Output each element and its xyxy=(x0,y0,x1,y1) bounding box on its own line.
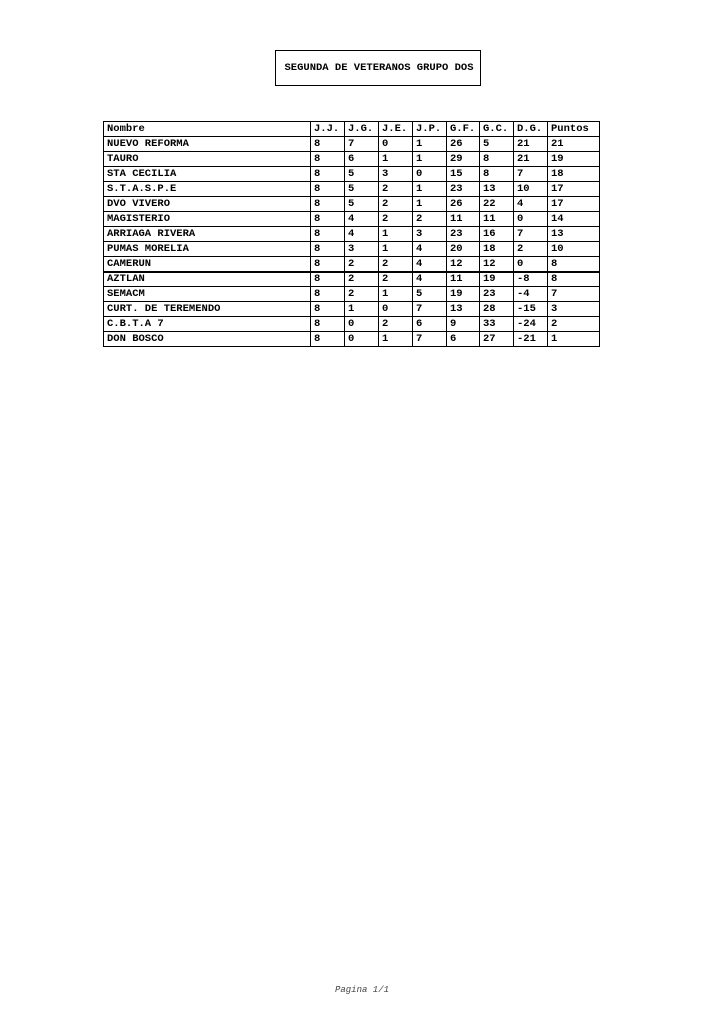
stat-cell: 13 xyxy=(480,182,514,197)
stat-cell: 1 xyxy=(413,137,447,152)
stat-cell: 17 xyxy=(548,197,600,212)
column-header: G.C. xyxy=(480,122,514,137)
stat-cell: 8 xyxy=(311,182,345,197)
table-row xyxy=(104,197,600,212)
stat-cell: 11 xyxy=(480,212,514,227)
stat-cell: 18 xyxy=(480,242,514,257)
stat-cell: 4 xyxy=(413,242,447,257)
stat-cell: 2 xyxy=(514,242,548,257)
stat-cell: -21 xyxy=(514,332,548,347)
stat-cell: 7 xyxy=(548,287,600,302)
stat-cell: 21 xyxy=(548,137,600,152)
stat-cell: 8 xyxy=(548,272,600,287)
table-row xyxy=(104,257,600,272)
stat-cell: 8 xyxy=(480,167,514,182)
stat-cell: 8 xyxy=(311,257,345,272)
stat-cell: 3 xyxy=(413,227,447,242)
stat-cell: 23 xyxy=(480,287,514,302)
stat-cell: 2 xyxy=(345,287,379,302)
stat-cell: 14 xyxy=(548,212,600,227)
stat-cell: 10 xyxy=(514,182,548,197)
stat-cell: 5 xyxy=(345,197,379,212)
team-name-cell: DON BOSCO xyxy=(104,332,311,347)
table-body xyxy=(104,137,600,347)
stat-cell: 21 xyxy=(514,137,548,152)
stat-cell: 26 xyxy=(447,197,480,212)
stat-cell: 1 xyxy=(379,227,413,242)
stat-cell: 19 xyxy=(548,152,600,167)
stat-cell: 1 xyxy=(413,197,447,212)
column-header: Puntos xyxy=(548,122,600,137)
stat-cell: 2 xyxy=(379,212,413,227)
page-title: SEGUNDA DE VETERANOS GRUPO DOS xyxy=(284,62,474,74)
stat-cell: 1 xyxy=(379,287,413,302)
team-name-cell: MAGISTERIO xyxy=(104,212,311,227)
stat-cell: 4 xyxy=(345,227,379,242)
stat-cell: 2 xyxy=(379,317,413,332)
table-row xyxy=(104,212,600,227)
stat-cell: 7 xyxy=(413,302,447,317)
stat-cell: -24 xyxy=(514,317,548,332)
column-header: D.G. xyxy=(514,122,548,137)
stat-cell: 2 xyxy=(548,317,600,332)
stat-cell: 2 xyxy=(345,257,379,272)
column-header: Nombre xyxy=(104,122,311,137)
page-footer: Pagina 1/1 xyxy=(334,985,389,995)
stat-cell: 8 xyxy=(311,242,345,257)
team-name-cell: SEMACM xyxy=(104,287,311,302)
stat-cell: 3 xyxy=(345,242,379,257)
table-row xyxy=(104,152,600,167)
stat-cell: 2 xyxy=(379,257,413,272)
stat-cell: 22 xyxy=(480,197,514,212)
team-name-cell: DVO VIVERO xyxy=(104,197,311,212)
stat-cell: 1 xyxy=(379,152,413,167)
stat-cell: 8 xyxy=(311,227,345,242)
stat-cell: 6 xyxy=(447,332,480,347)
stat-cell: 2 xyxy=(379,182,413,197)
stat-cell: 0 xyxy=(379,302,413,317)
stat-cell: 6 xyxy=(345,152,379,167)
stat-cell: 19 xyxy=(447,287,480,302)
team-name-cell: C.B.T.A 7 xyxy=(104,317,311,332)
table-row xyxy=(104,272,600,287)
standings-table xyxy=(103,121,600,347)
stat-cell: 0 xyxy=(514,212,548,227)
stat-cell: 4 xyxy=(413,272,447,287)
stat-cell: 7 xyxy=(413,332,447,347)
column-header: J.G. xyxy=(345,122,379,137)
stat-cell: 8 xyxy=(311,137,345,152)
stat-cell: 11 xyxy=(447,212,480,227)
stat-cell: 8 xyxy=(311,317,345,332)
stat-cell: 7 xyxy=(345,137,379,152)
stat-cell: -4 xyxy=(514,287,548,302)
stat-cell: 17 xyxy=(548,182,600,197)
stat-cell: 12 xyxy=(480,257,514,272)
stat-cell: 1 xyxy=(379,242,413,257)
stat-cell: 4 xyxy=(345,212,379,227)
stat-cell: 28 xyxy=(480,302,514,317)
stat-cell: 8 xyxy=(311,302,345,317)
stat-cell: 8 xyxy=(311,212,345,227)
column-header: J.P. xyxy=(413,122,447,137)
column-header: J.E. xyxy=(379,122,413,137)
team-name-cell: CURT. DE TEREMENDO xyxy=(104,302,311,317)
table-row xyxy=(104,287,600,302)
table-header-row xyxy=(104,122,600,137)
stat-cell: 0 xyxy=(379,137,413,152)
stat-cell: 8 xyxy=(311,167,345,182)
stat-cell: 3 xyxy=(379,167,413,182)
table-row xyxy=(104,317,600,332)
stat-cell: 19 xyxy=(480,272,514,287)
table-row xyxy=(104,137,600,152)
stat-cell: 9 xyxy=(447,317,480,332)
stat-cell: 5 xyxy=(345,167,379,182)
stat-cell: 26 xyxy=(447,137,480,152)
stat-cell: 21 xyxy=(514,152,548,167)
column-header: G.F. xyxy=(447,122,480,137)
team-name-cell: TAURO xyxy=(104,152,311,167)
stat-cell: 2 xyxy=(413,212,447,227)
stat-cell: 20 xyxy=(447,242,480,257)
stat-cell: 8 xyxy=(548,257,600,272)
stat-cell: 13 xyxy=(447,302,480,317)
stat-cell: -15 xyxy=(514,302,548,317)
stat-cell: 4 xyxy=(514,197,548,212)
table-row xyxy=(104,167,600,182)
stat-cell: 13 xyxy=(548,227,600,242)
stat-cell: 11 xyxy=(447,272,480,287)
stat-cell: 1 xyxy=(413,182,447,197)
stat-cell: 2 xyxy=(379,197,413,212)
stat-cell: 6 xyxy=(413,317,447,332)
stat-cell: 0 xyxy=(345,332,379,347)
stat-cell: 18 xyxy=(548,167,600,182)
table-row xyxy=(104,302,600,317)
table-row xyxy=(104,227,600,242)
stat-cell: 5 xyxy=(413,287,447,302)
stat-cell: 5 xyxy=(345,182,379,197)
stat-cell: 5 xyxy=(480,137,514,152)
stat-cell: 33 xyxy=(480,317,514,332)
stat-cell: 3 xyxy=(548,302,600,317)
stat-cell: 8 xyxy=(311,197,345,212)
team-name-cell: CAMERUN xyxy=(104,257,311,272)
stat-cell: 0 xyxy=(413,167,447,182)
team-name-cell: PUMAS MORELIA xyxy=(104,242,311,257)
stat-cell: 27 xyxy=(480,332,514,347)
column-header: J.J. xyxy=(311,122,345,137)
team-name-cell: STA CECILIA xyxy=(104,167,311,182)
team-name-cell: AZTLAN xyxy=(104,272,311,287)
table-row xyxy=(104,242,600,257)
stat-cell: 1 xyxy=(379,332,413,347)
team-name-cell: S.T.A.S.P.E xyxy=(104,182,311,197)
stat-cell: 8 xyxy=(311,332,345,347)
stat-cell: 8 xyxy=(311,272,345,287)
stat-cell: -8 xyxy=(514,272,548,287)
stat-cell: 0 xyxy=(514,257,548,272)
table-row xyxy=(104,332,600,347)
stat-cell: 8 xyxy=(480,152,514,167)
stat-cell: 16 xyxy=(480,227,514,242)
stat-cell: 2 xyxy=(345,272,379,287)
stat-cell: 8 xyxy=(311,152,345,167)
stat-cell: 1 xyxy=(345,302,379,317)
stat-cell: 1 xyxy=(413,152,447,167)
stat-cell: 7 xyxy=(514,227,548,242)
stat-cell: 7 xyxy=(514,167,548,182)
stat-cell: 23 xyxy=(447,227,480,242)
stat-cell: 4 xyxy=(413,257,447,272)
stat-cell: 2 xyxy=(379,272,413,287)
stat-cell: 8 xyxy=(311,287,345,302)
stat-cell: 12 xyxy=(447,257,480,272)
stat-cell: 1 xyxy=(548,332,600,347)
team-name-cell: NUEVO REFORMA xyxy=(104,137,311,152)
stat-cell: 0 xyxy=(345,317,379,332)
team-name-cell: ARRIAGA RIVERA xyxy=(104,227,311,242)
stat-cell: 10 xyxy=(548,242,600,257)
stat-cell: 15 xyxy=(447,167,480,182)
table-row xyxy=(104,182,600,197)
stat-cell: 29 xyxy=(447,152,480,167)
stat-cell: 23 xyxy=(447,182,480,197)
